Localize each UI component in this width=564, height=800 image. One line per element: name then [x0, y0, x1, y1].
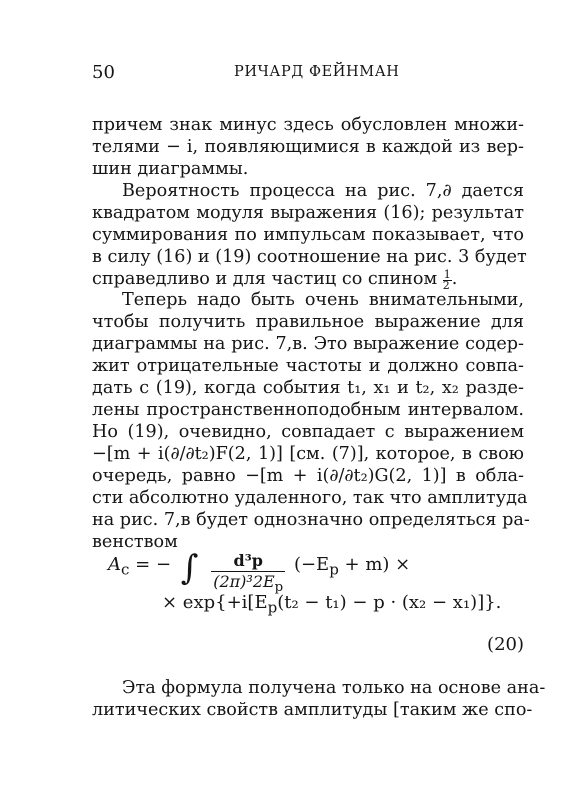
- running-head: РИЧАРД ФЕЙНМАН: [234, 64, 400, 80]
- text-line: Вероятность процесса на рис. 7,∂ дается: [122, 181, 524, 201]
- fraction-denominator-subscript: p: [274, 580, 284, 596]
- text-line: телями − i, появляющимися в каждой из вер-: [92, 137, 524, 157]
- page-header: [92, 62, 524, 86]
- paragraph-formula-note: [92, 677, 546, 721]
- eq-exp-head: × exp{+i[E: [162, 592, 268, 613]
- text-segment: справедливо и для частиц со спином: [92, 269, 438, 289]
- eq-exp-subscript: p: [267, 598, 278, 617]
- text-line: лены пространственноподобным интервалом.: [92, 400, 524, 420]
- text-line: чтобы получить правильное выражение для: [92, 312, 524, 332]
- text-line: в силу (16) и (19) соотношение на рис. 3 будет: [92, 247, 527, 267]
- equation-line-2: [162, 592, 501, 617]
- eq-lhs: A: [108, 554, 121, 575]
- text-line: причем знак минус здесь обусловлен множи-: [92, 115, 524, 135]
- text-line: дать с (19), когда события t₁, x₁ и t₂, x₂ разде-: [92, 378, 524, 398]
- text-line-spin: справедливо и для частиц со спином $\frac{1}{2}$ .: [92, 268, 458, 292]
- text-line: Эта формула получена только на основе ана-: [122, 678, 546, 698]
- text-line: на рис. 7,в будет однозначно определяться ра-: [92, 510, 530, 530]
- text-line: суммирования по импульсам показывает, что: [92, 225, 524, 245]
- text-line: Но (19), очевидно, совпадает с выражением: [92, 422, 524, 442]
- text-line: сти абсолютно удаленного, так что амплитуда: [92, 488, 528, 508]
- text-line: −[m + i(∂/∂t₂)F(2, 1)] [см. (7)], которое, в свою: [92, 444, 524, 464]
- text-line: Теперь надо быть очень внимательными,: [122, 290, 524, 310]
- text-line: жит отрицательные частоты и должно совпа-: [92, 356, 524, 376]
- eq-equals-minus: = −: [135, 554, 172, 575]
- paragraph-probability: [92, 180, 527, 292]
- equation-line-1: [108, 548, 410, 598]
- text-line: диаграммы на рис. 7,в. Это выражение содер-: [92, 334, 524, 354]
- text-line: шин диаграммы.: [92, 159, 249, 179]
- paragraph-diagram: [92, 289, 530, 553]
- equation-20: [92, 548, 524, 668]
- paragraph-continuation: [92, 114, 524, 180]
- fraction-numerator: d³p: [211, 551, 285, 572]
- fraction-numerator: 1: [443, 268, 451, 281]
- fraction-denominator: 2: [442, 279, 450, 292]
- eq-lhs-subscript: c: [121, 560, 130, 579]
- eq-exp-tail: (t₂ − t₁) − p · (x₂ − x₁)]}.: [277, 592, 502, 613]
- text-line: очередь, равно −[m + i(∂/∂t₂)G(2, 1)] в обла-: [92, 466, 524, 486]
- eq-factor: (−E: [293, 554, 330, 575]
- eq-factor-tail: + m) ×: [338, 554, 411, 575]
- integral-sign: ∫: [180, 548, 199, 588]
- fraction-denominator-main: (2π)³2E: [213, 572, 275, 591]
- fraction-one-half: [443, 270, 452, 291]
- text-line: литических свойств амплитуды [таким же спо-: [92, 700, 533, 720]
- eq-factor-subscript: p: [329, 560, 339, 579]
- text-line: квадратом модуля выражения (16); результат: [92, 203, 524, 223]
- equation-number: (20): [487, 634, 524, 655]
- text-line: венством: [92, 532, 178, 552]
- page-number: 50: [92, 62, 115, 83]
